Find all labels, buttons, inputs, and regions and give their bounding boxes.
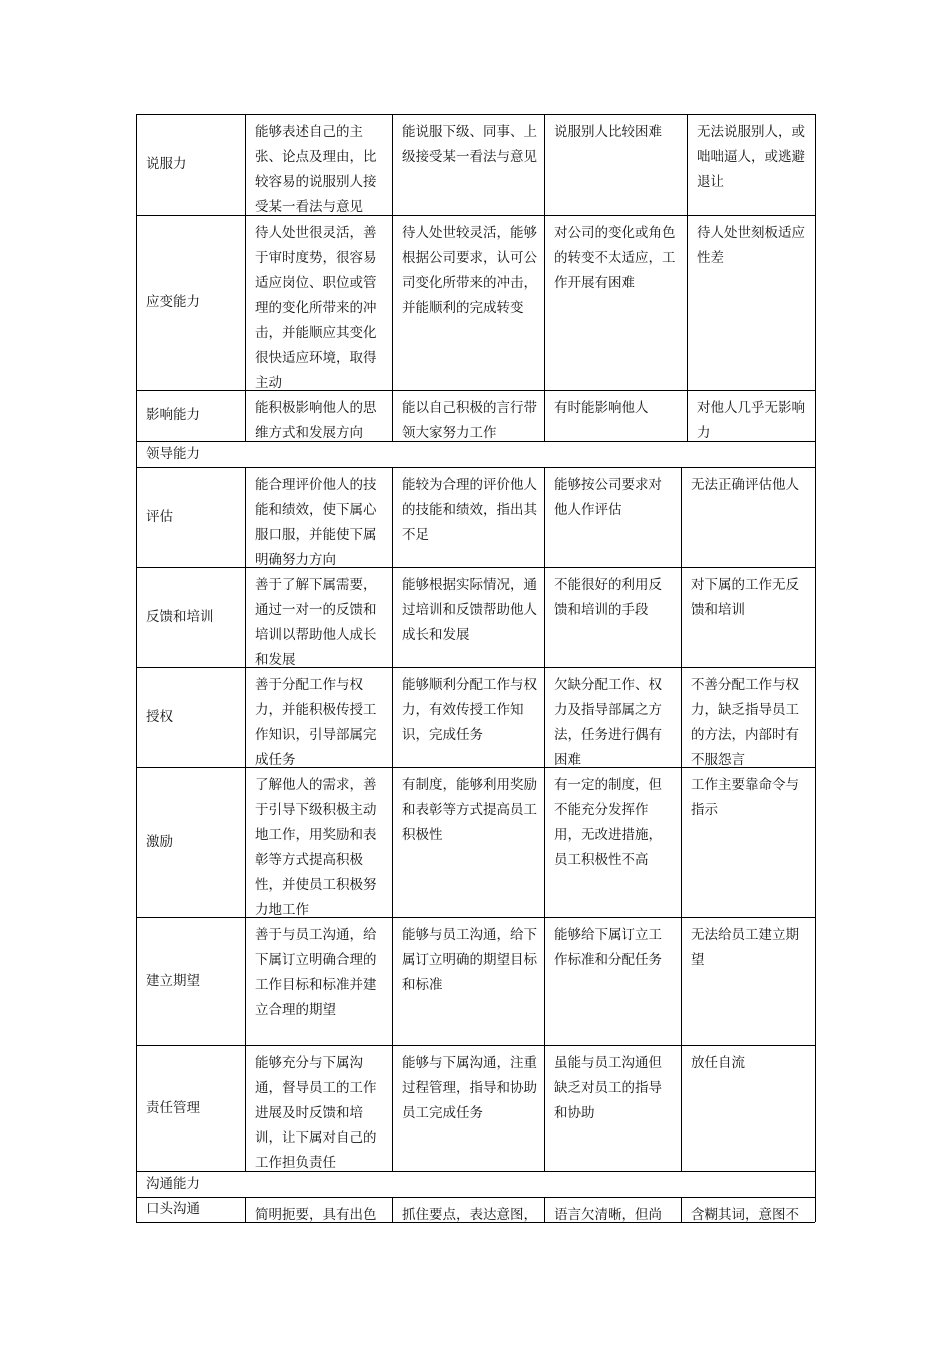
level-description-2: 能够与员工沟通，给下属订立明确的期望目标和标准 (402, 927, 537, 993)
level-description-3: 不能很好的利用反馈和培训的手段 (554, 577, 662, 618)
level-description-4: 无法说服别人，或咄咄逼人，或逃避退让 (697, 124, 805, 190)
level-description-3: 虽能与员工沟通但缺乏对员工的指导和协助 (554, 1055, 662, 1121)
level-description-2: 能够与下属沟通，注重过程管理，指导和协助员工完成任务 (402, 1055, 537, 1121)
competency-label: 影响能力 (146, 407, 200, 423)
competency-label: 反馈和培训 (146, 608, 214, 625)
competency-label: 说服力 (146, 156, 187, 172)
level-description-3: 对公司的变化或角色的转变不太适应，工作开展有困难 (554, 225, 676, 291)
competency-label: 口头沟通 (146, 1201, 200, 1217)
level-description-4: 含糊其词，意图不 (691, 1207, 799, 1222)
level-description-2: 能较为合理的评价他人的技能和绩效，指出其不足 (402, 477, 537, 543)
level-description-3: 说服别人比较困难 (554, 124, 662, 140)
level-description-4: 无法正确评估他人 (691, 477, 799, 493)
level-description-3: 有一定的制度，但不能充分发挥作用，无改进措施，员工积极性不高 (554, 777, 662, 868)
level-description-3: 能够按公司要求对他人作评估 (554, 477, 662, 518)
level-description-4: 对下属的工作无反馈和培训 (691, 577, 799, 618)
level-description-4: 无法给员工建立期望 (691, 927, 799, 968)
level-description-1: 能积极影响他人的思维方式和发展方向 (255, 400, 377, 441)
level-description-1: 能合理评价他人的技能和绩效，使下属心服口服，并能使下属明确努力方向 (255, 477, 377, 567)
level-description-2: 有制度，能够利用奖励和表彰等方式提高员工积极性 (402, 777, 537, 843)
level-description-4: 放任自流 (691, 1055, 745, 1071)
level-description-2: 待人处世较灵活，能够根据公司要求，认可公司变化所带来的冲击，并能顺利的完成转变 (402, 225, 537, 316)
level-description-1: 能够表述自己的主张、论点及理由，比较容易的说服别人接受某一看法与意见 (255, 124, 377, 215)
competency-label: 责任管理 (146, 1099, 200, 1116)
level-description-3: 欠缺分配工作、权力及指导部属之方法，任务进行偶有困难 (554, 677, 662, 767)
level-description-1: 待人处世很灵活，善于审时度势，很容易适应岗位、职位或管理的变化所带来的冲击，并能顺应其变化很快适应环境，取得主动 (255, 225, 377, 390)
level-description-2: 抓住要点，表达意图， (402, 1207, 537, 1222)
level-description-2: 能以自己积极的言行带领大家努力工作 (402, 400, 537, 441)
level-description-2: 能说服下级、同事、上级接受某一看法与意见 (402, 124, 537, 165)
level-description-1: 了解他人的需求，善于引导下级积极主动地工作，用奖励和表彰等方式提高积极性，并使员工积极努力地工作 (255, 777, 377, 917)
level-description-3: 能够给下属订立工作标准和分配任务 (554, 927, 662, 968)
level-description-1: 能够充分与下属沟通，督导员工的工作进展及时反馈和培训，让下属对自己的工作担负责任 (255, 1055, 377, 1171)
level-description-1: 善于分配工作与权力，并能积极传授工作知识，引导部属完成任务 (255, 677, 377, 767)
level-description-4: 待人处世刻板适应性差 (697, 225, 805, 266)
competency-label: 授权 (146, 708, 173, 725)
competency-label: 应变能力 (146, 294, 200, 310)
level-description-2: 能够顺利分配工作与权力，有效传授工作知识，完成任务 (402, 677, 537, 743)
competency-label: 评估 (146, 508, 173, 525)
level-description-3: 语言欠清晰，但尚 (554, 1207, 662, 1222)
section-heading: 沟通能力 (146, 1175, 200, 1192)
competency-label: 建立期望 (146, 972, 200, 989)
level-description-1: 简明扼要，具有出色 (255, 1207, 377, 1222)
level-description-2: 能够根据实际情况，通过培训和反馈帮助他人成长和发展 (402, 577, 537, 643)
level-description-1: 善于与员工沟通，给下属订立明确合理的工作目标和标准并建立合理的期望 (255, 927, 377, 1018)
level-description-4: 不善分配工作与权力，缺乏指导员工的方法，内部时有不服怨言 (691, 677, 799, 767)
level-description-1: 善于了解下属需要，通过一对一的反馈和培训以帮助他人成长和发展 (255, 577, 377, 667)
section-heading: 领导能力 (146, 445, 200, 462)
competency-label: 激励 (146, 833, 173, 850)
level-description-4: 对他人几乎无影响力 (697, 400, 805, 441)
level-description-4: 工作主要靠命令与指示 (691, 777, 799, 818)
level-description-3: 有时能影响他人 (554, 400, 649, 416)
